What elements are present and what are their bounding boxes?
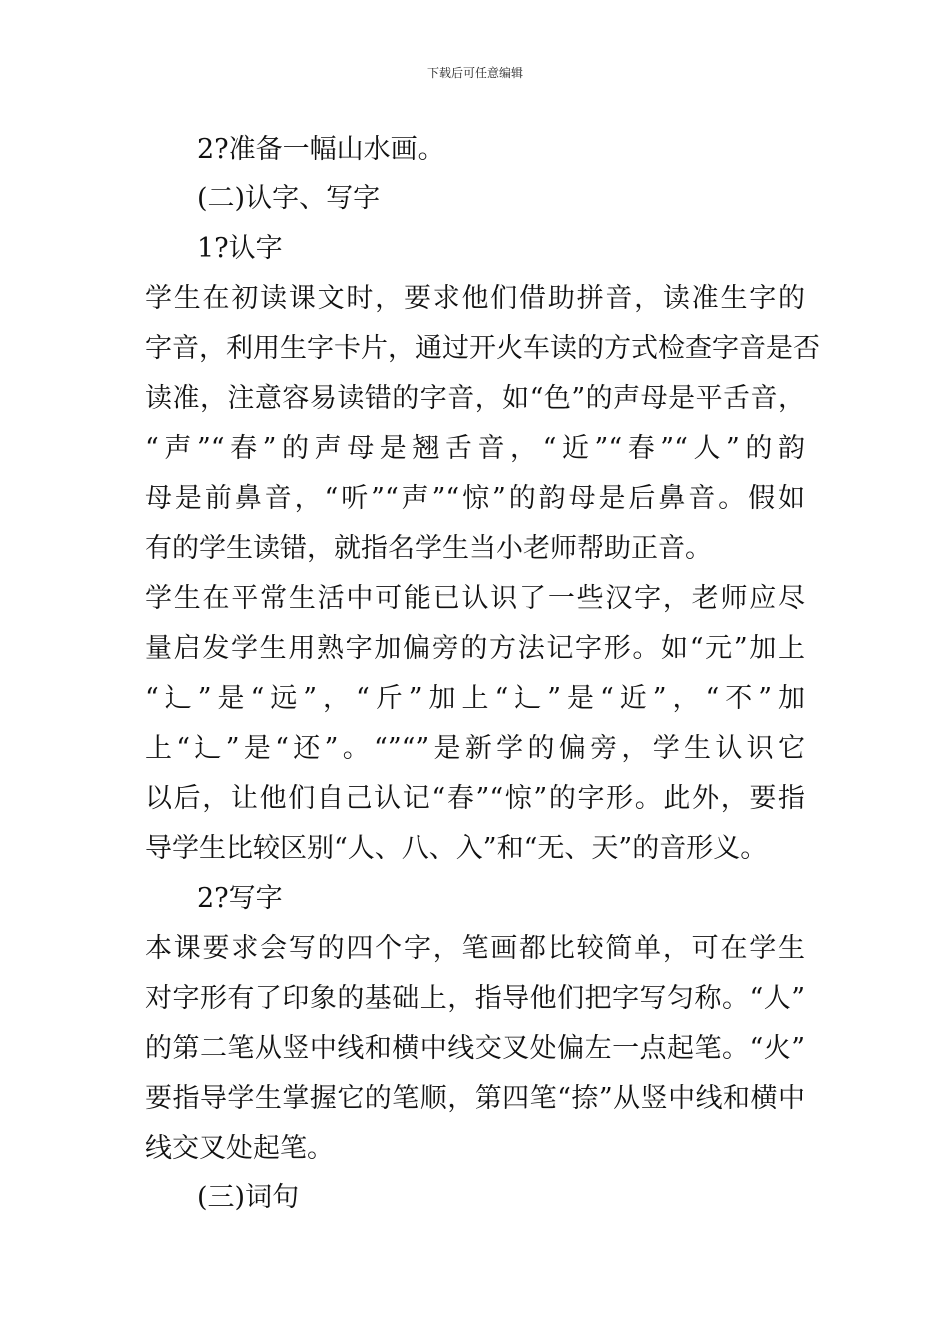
paragraph-line: 导学生比较区别“人、八、入”和“无、天”的音形义。 xyxy=(145,833,768,864)
paragraph-line: 量启发学生用熟字加偏旁的方法记字形。如“元”加上 xyxy=(145,633,805,664)
section-heading: (二)认字、写字 xyxy=(197,183,381,214)
paragraph-line: 母是前鼻音，“听”“声”“惊”的韵母是后鼻音。假如 xyxy=(145,483,805,514)
page-header: 下载后可任意编辑 xyxy=(426,66,523,80)
subsection-heading: 1?认字 xyxy=(197,233,283,264)
section-heading: (三)词句 xyxy=(197,1182,300,1213)
paragraph-line: 本课要求会写的四个字，笔画都比较简单，可在学生 xyxy=(145,933,805,964)
paragraph-line: 要指导学生掌握它的笔顺，第四笔“捺”从竖中线和横中 xyxy=(145,1083,805,1114)
paragraph-line: 有的学生读错，就指名学生当小老师帮助正音。 xyxy=(145,533,712,564)
paragraph-line: 读准，注意容易读错的字音，如“色”的声母是平舌音， xyxy=(145,383,805,414)
paragraph-line: 学生在初读课文时，要求他们借助拼音，读准生字的 xyxy=(145,283,805,314)
subsection-heading: 2?写字 xyxy=(197,883,283,914)
paragraph-line: 对字形有了印象的基础上，指导他们把字写匀称。“人” xyxy=(145,983,805,1014)
paragraph-line: “声”“春”的声母是翘舌音，“近”“春”“人”的韵 xyxy=(145,433,805,464)
paragraph-line: “辶”是“远”，“斤”加上“辶”是“近”，“不”加 xyxy=(145,683,805,714)
paragraph-line: 字音，利用生字卡片，通过开火车读的方式检查字音是否 xyxy=(145,333,820,364)
paragraph-line: 的第二笔从竖中线和横中线交叉处偏左一点起笔。“火” xyxy=(145,1033,805,1064)
paragraph-line: 线交叉处起笔。 xyxy=(145,1133,334,1164)
text-line: 2?准备一幅山水画。 xyxy=(197,134,445,165)
paragraph-line: 上“辶”是“还”。“”“”是新学的偏旁，学生认识它 xyxy=(145,733,805,764)
paragraph-line: 学生在平常生活中可能已认识了一些汉字，老师应尽 xyxy=(145,583,805,614)
paragraph-line: 以后，让他们自己认记“春”“惊”的字形。此外，要指 xyxy=(145,783,805,814)
